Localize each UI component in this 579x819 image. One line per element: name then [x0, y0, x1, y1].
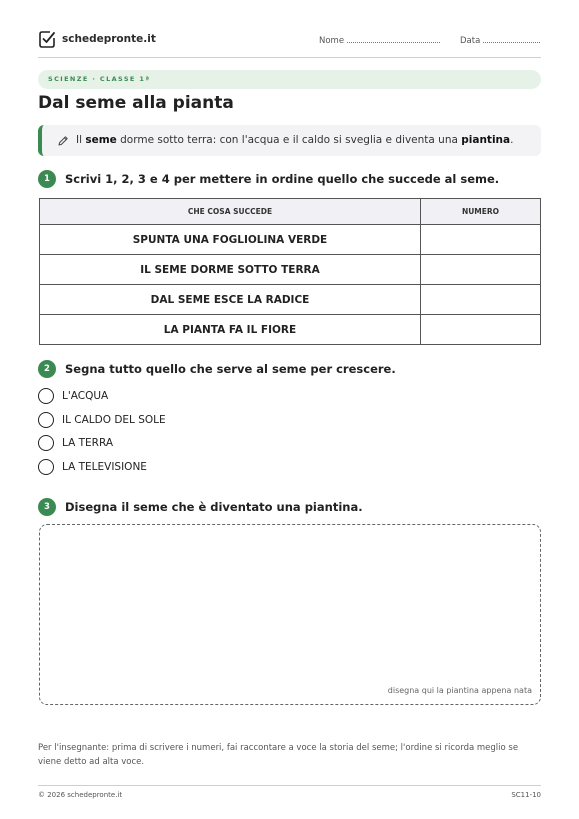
option-label: LA TELEVISIONE	[62, 461, 147, 473]
copyright: © 2026 schedepronte.it	[38, 791, 123, 799]
question-text: Segna tutto quello che serve al seme per crescere.	[65, 362, 396, 376]
intro-text: Il seme dorme sotto terra: con l'acqua e il caldo si sveglia e diventa una piantina.	[76, 134, 514, 146]
option-checkbox[interactable]	[38, 435, 54, 451]
name-field[interactable]	[319, 35, 440, 46]
option-label: L'ACQUA	[62, 390, 109, 402]
pencil-icon	[57, 135, 69, 147]
date-line[interactable]	[483, 35, 540, 43]
number-input-cell[interactable]	[421, 285, 541, 315]
question-number-badge: 2	[38, 360, 56, 378]
table-row	[40, 255, 541, 285]
option-label: LA TERRA	[62, 437, 114, 449]
brand-name: schedepronte.it	[62, 33, 156, 45]
column-header-what: CHE COSA SUCCEDE	[40, 199, 421, 225]
column-header-number: NUMERO	[421, 199, 541, 225]
number-input-cell[interactable]	[421, 225, 541, 255]
name-line[interactable]	[347, 35, 440, 43]
event-cell: SPUNTA UNA FOGLIOLINA VERDE	[40, 225, 421, 255]
date-field[interactable]	[460, 35, 540, 46]
table-row	[40, 225, 541, 255]
subject-tag: SCIENZE · CLASSE 1ª	[48, 75, 151, 83]
name-label: Nome	[319, 36, 345, 46]
page-title: Dal seme alla pianta	[38, 93, 234, 113]
option-checkbox[interactable]	[38, 459, 54, 475]
option-label: IL CALDO DEL SOLE	[62, 414, 166, 426]
page-header	[38, 30, 541, 58]
drawing-area[interactable]	[39, 524, 541, 705]
question-text: Disegna il seme che è diventato una piantina.	[65, 500, 363, 514]
sheet-code: SC11-10	[511, 791, 541, 799]
event-cell: LA PIANTA FA IL FIORE	[40, 315, 421, 345]
teacher-note: Per l'insegnante: prima di scrivere i numeri, fai raccontare a voce la storia del seme; l'ordine si ricorda meglio se viene detto ad alta voce.	[38, 743, 519, 767]
subject-tag-bar	[38, 70, 541, 89]
question-text: Scrivi 1, 2, 3 e 4 per mettere in ordine quello che succede al seme.	[65, 172, 500, 186]
checkbox-logo-icon	[39, 30, 56, 49]
table-row	[40, 315, 541, 345]
number-input-cell[interactable]	[421, 315, 541, 345]
number-input-cell[interactable]	[421, 255, 541, 285]
question-number-badge: 1	[38, 170, 56, 188]
drawing-hint: disegna qui la piantina appena nata	[387, 686, 532, 695]
date-label: Data	[460, 36, 481, 46]
page-footer	[38, 785, 541, 799]
event-cell: IL SEME DORME SOTTO TERRA	[40, 255, 421, 285]
table-row	[40, 285, 541, 315]
option-checkbox[interactable]	[38, 412, 54, 428]
order-table	[39, 198, 541, 345]
option-checkbox[interactable]	[38, 388, 54, 404]
intro-callout	[38, 125, 541, 156]
question-number-badge: 3	[38, 498, 56, 516]
event-cell: DAL SEME ESCE LA RADICE	[40, 285, 421, 315]
